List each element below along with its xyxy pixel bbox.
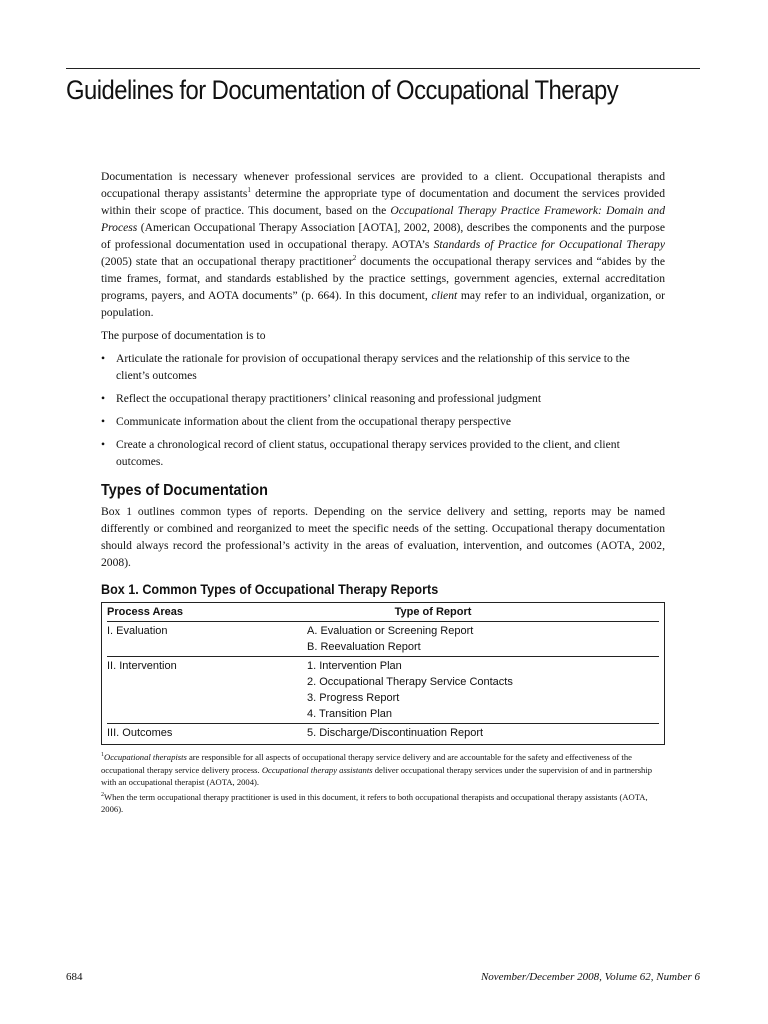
bullet-icon: • — [101, 438, 106, 451]
report-item: A. Evaluation or Screening Report — [307, 625, 474, 637]
footnote-italic: Occupational therapists — [104, 752, 187, 762]
box-header-row — [107, 603, 659, 621]
report-item: 4. Transition Plan — [307, 708, 392, 720]
report-item: 5. Discharge/Discontinuation Report — [307, 727, 484, 739]
footnote-italic: Occupational therapy assistants — [261, 764, 373, 775]
section-heading: Types of Documentation — [101, 482, 268, 499]
footnote-text: are responsible for all aspects of occupational therapy service delivery and are accountable for the safety and effectiveness of the occupational therapy service delivery process. — [101, 752, 632, 775]
footnotes — [101, 751, 665, 816]
table-row — [107, 723, 659, 742]
footnote-text: deliver occupational therapy services under the supervision of and in partnership with an occupational therapist (AOTA, 2004). — [101, 764, 653, 787]
list-item — [101, 390, 665, 407]
footnote-number: 2 — [101, 791, 104, 798]
bullet-icon: • — [101, 392, 106, 405]
purpose-lead: The purpose of documentation is to — [101, 329, 266, 342]
list-item-text: Articulate the rationale for provision of occupational therapy services and the relationship of this service to the client’s outcomes — [116, 352, 630, 382]
report-list — [307, 623, 659, 655]
framework-citation: Occupational Therapy Practice Framework: Domain and Process — [101, 204, 666, 234]
page-title: Guidelines for Documentation of Occupational Therapy — [66, 75, 619, 105]
top-rule — [66, 68, 700, 69]
report-item: B. Reevaluation Report — [307, 641, 421, 653]
process-area: II. Intervention — [107, 660, 177, 672]
intro-text-1: Documentation is necessary whenever professional services are provided to a client. Occupational therapists and occupational therapy assistants — [101, 170, 665, 200]
footnote-ref-2: 2 — [352, 254, 357, 263]
bullet-icon: • — [101, 352, 106, 365]
process-area: I. Evaluation — [107, 625, 168, 637]
types-paragraph: Box 1 outlines common types of reports. Depending on the service delivery and setting, reports may be named differently or combined and reorganized to meet the specific needs of the setting. Occupational therapy documentation should always record the professional’s activity in the areas of evaluation, intervention, and outcomes (AOTA, 2002, 2008). — [101, 505, 665, 569]
table-row — [107, 656, 659, 723]
column-header-process-areas: Process Areas — [107, 606, 184, 618]
list-item-text: Create a chronological record of client status, occupational therapy services provided to the client, and client outcomes. — [116, 438, 620, 468]
article-body — [101, 168, 665, 818]
intro-text-6: may refer to an individual, organization, or population. — [101, 289, 665, 319]
footnote-1 — [101, 751, 665, 789]
intro-text-2: determine the appropriate type of documentation and document the services provided within their scope of practice. This document, based on the — [101, 187, 665, 217]
report-list — [307, 725, 659, 741]
client-term: client — [431, 289, 458, 302]
list-item-text: Reflect the occupational therapy practitioners’ clinical reasoning and professional judgment — [116, 392, 542, 405]
footnote-text: When the term occupational therapy practitioner is used in this document, it refers to both occupational therapists and occupational therapy assistants (AOTA, 2006). — [101, 791, 648, 814]
intro-paragraph — [101, 168, 665, 321]
column-header-type-of-report: Type of Report — [394, 606, 472, 618]
intro-text-3: (American Occupational Therapy Association [AOTA], 2002, 2008), describes the components and the purpose of professional documentation used in occupational therapy. AOTA’s — [101, 221, 665, 251]
list-item — [101, 436, 665, 470]
box-title: Box 1. Common Types of Occupational Therapy Reports — [101, 581, 439, 597]
process-area: III. Outcomes — [107, 727, 173, 739]
journal-info: November/December 2008, Volume 62, Number 6 — [480, 971, 700, 983]
report-item: 2. Occupational Therapy Service Contacts — [307, 676, 513, 688]
list-item — [101, 350, 665, 384]
purpose-list — [101, 350, 665, 470]
list-item-text: Communicate information about the client from the occupational therapy perspective — [116, 415, 512, 428]
bullet-icon: • — [101, 415, 106, 428]
list-item — [101, 413, 665, 430]
reports-box — [101, 602, 665, 745]
footnote-number: 1 — [101, 752, 104, 759]
table-row — [107, 621, 659, 656]
report-list — [307, 658, 659, 722]
footnote-ref-1: 1 — [247, 186, 251, 195]
footnote-2 — [101, 791, 665, 816]
standards-citation: Standards of Practice for Occupational Therapy — [433, 238, 665, 251]
report-item: 3. Progress Report — [307, 692, 400, 704]
intro-text-5: documents the occupational therapy services and “abides by the time frames, format, and standards established by the practice settings, government agencies, external accreditation programs, payers, and AOTA documents” (p. 664). In this document, — [101, 255, 665, 302]
page-number: 684 — [66, 971, 83, 983]
intro-text-4: (2005) state that an occupational therapy practitioner — [101, 255, 353, 268]
report-item: 1. Intervention Plan — [307, 660, 402, 672]
